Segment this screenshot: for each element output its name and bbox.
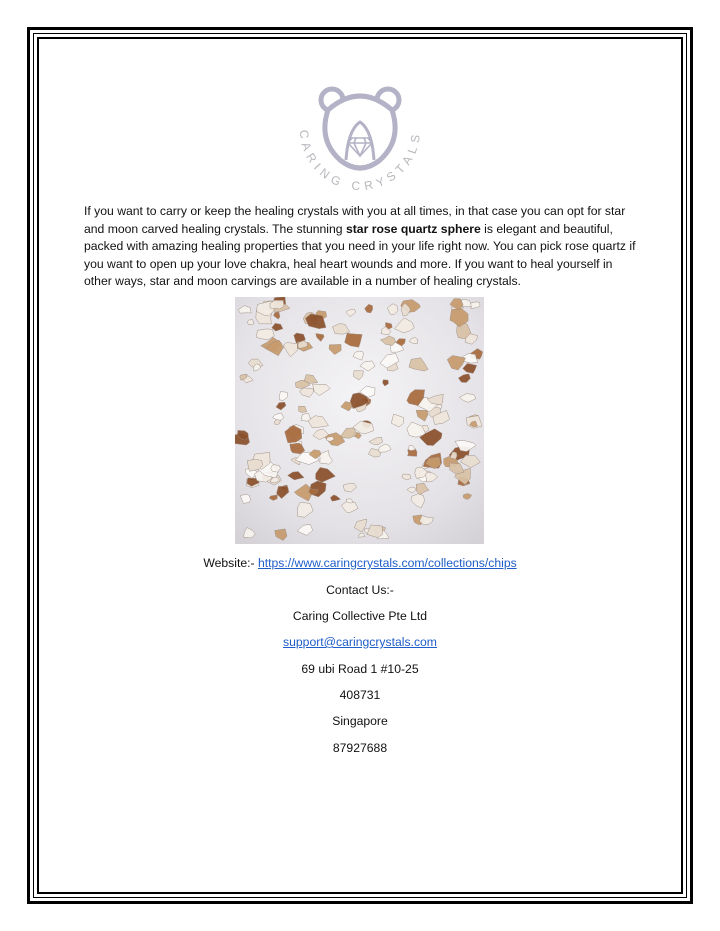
caring-crystals-logo — [290, 78, 430, 198]
email-line — [0, 635, 720, 649]
company-name: Caring Collective Pte Ltd — [292, 609, 428, 623]
postal-code: 408731 — [339, 688, 381, 702]
crystal-chips-image — [235, 297, 484, 544]
address-line: 69 ubi Road 1 #10-25 — [301, 662, 419, 676]
website-line — [0, 556, 720, 570]
intro-text-2: is elegant and beautiful, packed with amazing healing properties that you need in your life right now. You can pick rose quartz if you want to open up your love chakra, heal heart wounds and more. If you want to heal yourself in other ways, star and moon carvings are available in a number of healing crystals. — [84, 221, 636, 289]
intro-paragraph — [84, 203, 640, 291]
intro-bold-text: star rose quartz sphere — [345, 221, 481, 236]
country: Singapore — [332, 714, 388, 728]
crystal-chip — [301, 413, 311, 421]
intro-text-1: If you want to carry or keep the healing crystals with you at all times, in that case you can opt for star and moon carved healing crystals. The stunning — [84, 204, 626, 236]
logo-brand-text: CARING CRYSTALS — [296, 129, 424, 194]
crystal-chips-photo — [235, 297, 484, 544]
contact-us-label: Contact Us:- — [326, 583, 394, 597]
email-link[interactable]: support@caringcrystals.com — [283, 635, 437, 649]
phone-number: 87927688 — [332, 741, 388, 755]
crystal-chip — [247, 320, 253, 325]
website-label: Website:- — [203, 556, 258, 570]
website-link[interactable]: https://www.caringcrystals.com/collections/chips — [257, 556, 517, 570]
